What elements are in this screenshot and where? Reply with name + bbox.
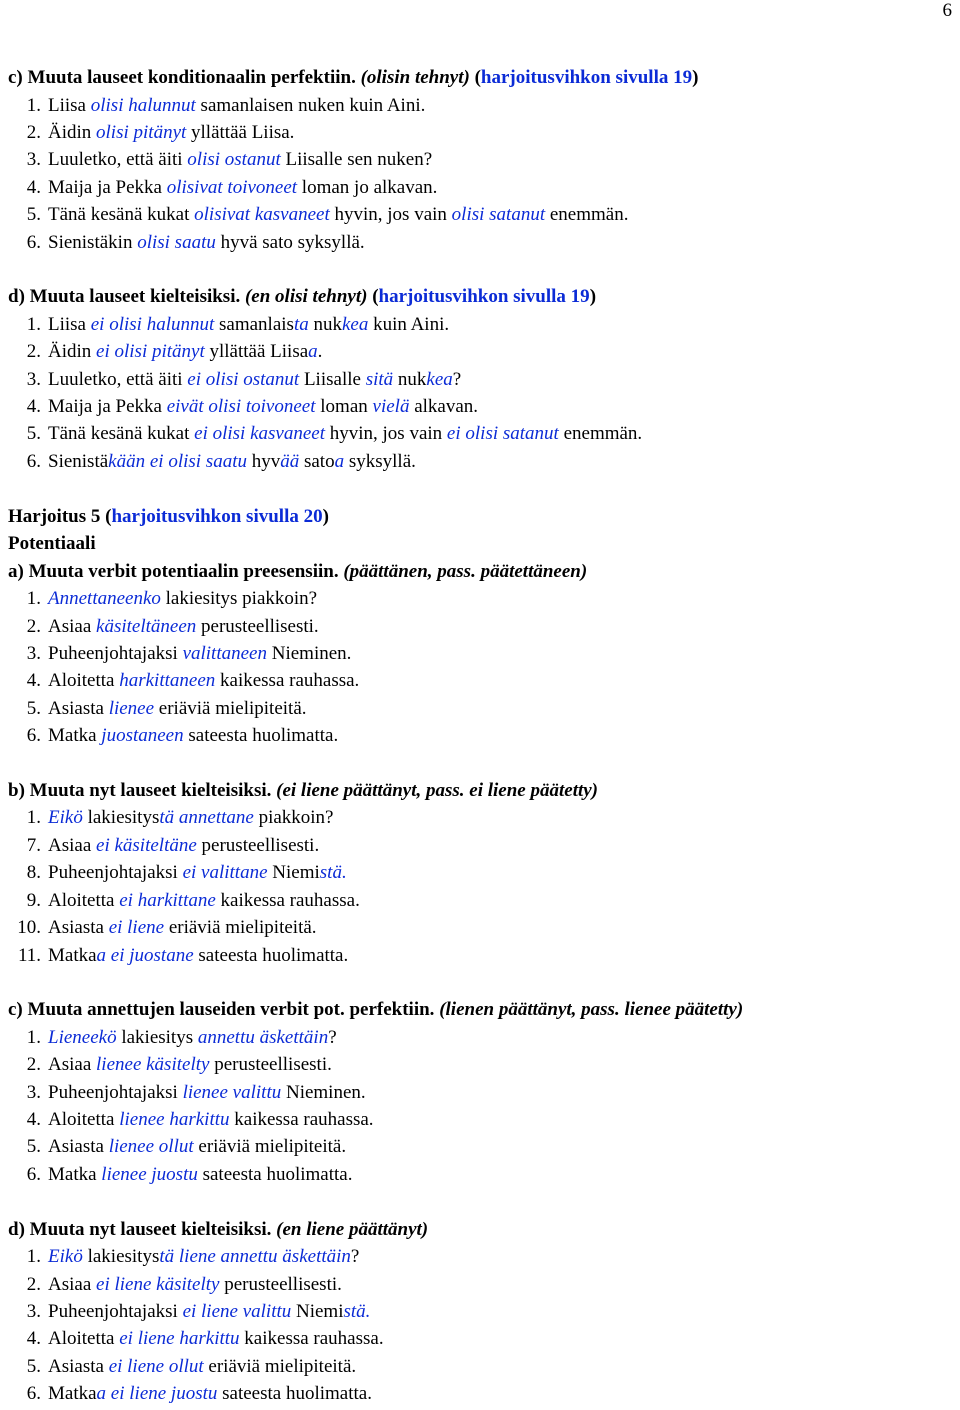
sentence-text: Tänä kesänä kukat	[48, 204, 195, 226]
sentence-text: Matka	[48, 944, 97, 966]
exercise-item	[8, 1298, 953, 1325]
item-number: 6.	[26, 450, 41, 472]
item-number: 3.	[26, 1081, 41, 1103]
exercise-item	[8, 448, 953, 475]
highlighted-form: olisivat toivoneet	[166, 176, 298, 198]
highlighted-form: vielä	[372, 396, 410, 418]
spacer	[8, 969, 953, 996]
sentence-text: Asiaa	[48, 1273, 97, 1295]
form-hint: (lienen päättänyt, pass.	[439, 999, 625, 1021]
heading-text: )	[589, 286, 597, 308]
sentence-text: Asiasta	[48, 1136, 109, 1158]
item-number: 2.	[26, 121, 41, 143]
heading-text: c) Muuta lauseet konditionaalin perfektiin.	[8, 67, 361, 88]
form-hint: (en olisi tehnyt)	[244, 286, 373, 308]
exercise-item	[8, 92, 953, 119]
sentence-text: perusteellisesti.	[209, 1054, 332, 1076]
item-sentence	[48, 122, 294, 143]
sentence-text: lakiesitys	[82, 807, 160, 829]
heading-text: Potentiaali	[8, 533, 96, 555]
item-sentence	[48, 1356, 356, 1377]
sentence-text: enemmän.	[545, 204, 629, 226]
sentence-text: kaikessa rauhassa.	[229, 1109, 374, 1131]
highlighted-form: ei olisi satanut	[446, 423, 559, 445]
heading-text: c) Muuta annettujen lauseiden verbit pot. perfektiin.	[8, 999, 440, 1021]
sentence-text: Nieminen.	[281, 1081, 366, 1103]
sentence-text: perusteellisesti.	[219, 1273, 342, 1295]
sentence-text: Sienistä	[48, 450, 109, 472]
sentence-text: lakiesitys piakkoin?	[160, 588, 318, 610]
highlighted-form: eivät olisi toivoneet	[166, 396, 316, 418]
sentence-text: Tänä kesänä kukat	[48, 423, 195, 445]
sentence-text: eriäviä mielipiteitä.	[203, 1355, 357, 1377]
highlighted-form: ei olisi ostanut	[187, 368, 300, 390]
exercise-item	[8, 667, 953, 694]
item-sentence	[48, 423, 642, 444]
item-sentence	[48, 616, 319, 637]
item-number: 6.	[26, 725, 41, 747]
sentence-text: Äidin	[48, 121, 97, 143]
highlighted-form: lienee käsitelty	[96, 1054, 210, 1076]
page-number: 6	[942, 0, 952, 21]
sentence-text: Aloitetta	[48, 1328, 120, 1350]
item-number: 3.	[26, 149, 41, 171]
sentence-text: sateesta huolimatta.	[197, 1163, 353, 1185]
item-sentence	[48, 177, 437, 198]
exercise-item	[8, 174, 953, 201]
exercise-item	[8, 119, 953, 146]
highlighted-form: juostaneen	[101, 725, 184, 747]
form-hint: (ei liene päättänyt, pass.	[276, 779, 470, 801]
highlighted-form: ei liene käsitelty	[96, 1273, 220, 1295]
sentence-text: Äidin	[48, 341, 97, 363]
highlighted-form: kään ei olisi saatu	[108, 450, 247, 472]
item-sentence	[48, 862, 347, 883]
sentence-text: Asiasta	[48, 1355, 109, 1377]
item-number: 9.	[26, 889, 41, 911]
exercise-item	[8, 1243, 953, 1270]
highlighted-form: lienee	[108, 697, 155, 719]
item-sentence	[48, 1109, 374, 1130]
highlighted-form: olisivat kasvaneet	[194, 204, 330, 226]
highlighted-form: lienee ollut	[108, 1136, 194, 1158]
highlighted-form: ta	[293, 313, 309, 335]
sentence-text: kaikessa rauhassa.	[239, 1328, 384, 1350]
highlighted-form: valittaneen	[182, 642, 267, 664]
highlighted-form: ei harkittane	[119, 889, 216, 911]
sentence-text: perusteellisesti.	[196, 615, 319, 637]
item-sentence	[48, 95, 425, 116]
sentence-text: Niemi	[267, 862, 320, 884]
highlighted-form: sitä	[365, 368, 394, 390]
item-number: 7.	[26, 834, 41, 856]
item-sentence	[48, 917, 317, 938]
item-sentence	[48, 1027, 337, 1048]
highlighted-form: lienee valittu	[182, 1081, 282, 1103]
spacer	[8, 750, 953, 777]
sentence-text: samanlaisen nuken kuin Aini.	[195, 94, 426, 116]
form-hint: päätettäneen)	[480, 560, 588, 582]
sentence-text: lakiesitys	[82, 1246, 160, 1268]
item-number: 2.	[26, 1273, 41, 1295]
item-sentence	[48, 204, 628, 225]
sentence-text: eriäviä mielipiteitä.	[164, 917, 317, 939]
highlighted-form: olisi pitänyt	[96, 121, 187, 143]
item-sentence	[48, 1328, 384, 1349]
exercise-item	[8, 1271, 953, 1298]
highlighted-form: a	[334, 450, 345, 472]
exercise-item	[8, 146, 953, 173]
item-number: 5.	[26, 204, 41, 226]
heading-text: )	[692, 67, 699, 88]
sentence-text: kaikessa rauhassa.	[215, 670, 360, 692]
highlighted-form: käsiteltäneen	[96, 615, 197, 637]
item-sentence	[48, 1136, 346, 1157]
spacer	[8, 256, 953, 283]
exercise-item	[8, 1079, 953, 1106]
sentence-text: Liisa	[48, 313, 91, 335]
heading-text: (	[372, 286, 379, 308]
sentence-text: Maija ja Pekka	[48, 396, 167, 418]
sentence-text: Matka	[48, 1163, 102, 1185]
highlighted-form: ää	[280, 450, 300, 472]
sentence-text: Asiasta	[48, 697, 109, 719]
exercise-item	[8, 832, 953, 859]
exercise-item	[8, 859, 953, 886]
workbook-reference: harjoitusvihkon sivulla 19	[378, 286, 590, 308]
item-number: 5.	[26, 423, 41, 445]
sentence-text: loman	[315, 396, 373, 418]
item-number: 2.	[26, 615, 41, 637]
exercise-item	[8, 1024, 953, 1051]
item-number: 1.	[26, 588, 41, 610]
highlighted-form: Eikö	[48, 807, 83, 829]
sentence-text: Maija ja Pekka	[48, 176, 167, 198]
heading-text: (	[474, 67, 481, 88]
sentence-text: syksyllä.	[344, 450, 416, 472]
item-number: 1.	[26, 94, 41, 116]
highlighted-form: olisi saatu	[137, 231, 216, 253]
item-number: 1.	[26, 1026, 41, 1048]
highlighted-form: ei olisi halunnut	[90, 313, 215, 335]
highlighted-form: annettu äskettäin	[197, 1026, 329, 1048]
item-number: 4.	[26, 176, 41, 198]
sentence-text: Liisalle sen nuken?	[280, 149, 433, 171]
item-number: 1.	[26, 807, 41, 829]
item-number: 3.	[26, 368, 41, 390]
sentence-text: Matka	[48, 1383, 97, 1405]
highlighted-form: tä annettane	[159, 807, 254, 829]
exercise-item	[8, 229, 953, 256]
exercise-item	[8, 1106, 953, 1133]
exercise-item	[8, 393, 953, 420]
heading-text: b) Muuta nyt lauseet kielteisiksi.	[8, 779, 277, 801]
exercise-item	[8, 1380, 953, 1407]
sentence-text: hyvä sato syksyllä.	[215, 231, 365, 253]
form-hint: (päättänen, pass.	[343, 560, 481, 582]
item-number: 2.	[26, 341, 41, 363]
highlighted-form: stä.	[343, 1300, 371, 1322]
exercise-item	[8, 311, 953, 338]
exercise-item	[8, 1353, 953, 1380]
form-hint: (olisin tehnyt)	[360, 67, 475, 88]
item-sentence	[48, 1383, 372, 1404]
sentence-text: Aloitetta	[48, 670, 120, 692]
sentence-text: ?	[350, 1246, 360, 1268]
exercise-item	[8, 942, 953, 969]
sentence-text: sateesta huolimatta.	[193, 944, 349, 966]
highlighted-form: Lieneekö	[48, 1026, 117, 1048]
item-sentence	[48, 725, 338, 746]
sentence-text: Sienistäkin	[48, 231, 138, 253]
item-sentence	[48, 643, 351, 664]
sentence-text: kaikessa rauhassa.	[215, 889, 360, 911]
form-hint: lienee päätetty)	[624, 999, 744, 1021]
item-number: 4.	[26, 670, 41, 692]
highlighted-form: ei liene harkittu	[119, 1328, 240, 1350]
sentence-text: lakiesitys	[116, 1026, 198, 1048]
sentence-text: sateesta huolimatta.	[217, 1383, 372, 1405]
item-sentence	[48, 232, 365, 253]
sentence-text: Puheenjohtajaksi	[48, 862, 183, 884]
highlighted-form: harkittaneen	[119, 670, 216, 692]
sentence-text: samanlais	[214, 313, 294, 335]
highlighted-form: tä liene annettu äskettäin	[159, 1246, 351, 1268]
item-number: 1.	[26, 1246, 41, 1268]
sentence-text: Luuletko, että äiti	[48, 368, 188, 390]
item-sentence	[48, 1164, 352, 1185]
exercise-item	[8, 887, 953, 914]
item-sentence	[48, 807, 334, 828]
highlighted-form: Eikö	[48, 1246, 83, 1268]
item-sentence	[48, 1082, 366, 1103]
form-hint: (en liene päättänyt)	[276, 1218, 429, 1240]
sentence-text: loman jo alkavan.	[297, 176, 438, 198]
heading-text: Harjoitus 5 (	[8, 505, 112, 527]
highlighted-form: lienee juostu	[101, 1163, 198, 1185]
exercise-heading	[8, 777, 953, 805]
item-sentence	[48, 698, 307, 719]
exercise-item	[8, 722, 953, 749]
heading-text: )	[322, 505, 329, 527]
exercise-item	[8, 914, 953, 941]
highlighted-form: kea	[341, 313, 369, 335]
exercise-heading	[8, 558, 953, 586]
exercise-item	[8, 1133, 953, 1160]
item-number: 5.	[26, 1355, 41, 1377]
item-sentence	[48, 314, 449, 335]
sentence-text: Asiaa	[48, 1054, 97, 1076]
exercise-item	[8, 1325, 953, 1352]
exercise-item	[8, 695, 953, 722]
item-number: 6.	[26, 1163, 41, 1185]
exercise-item	[8, 366, 953, 393]
highlighted-form: Annettaneenko	[48, 588, 161, 610]
item-number: 6.	[26, 1383, 41, 1405]
item-sentence	[48, 1054, 332, 1075]
sentence-text: Aloitetta	[48, 1109, 120, 1131]
highlighted-form: a ei liene juostu	[96, 1383, 218, 1405]
item-sentence	[48, 341, 322, 362]
sentence-text: eriäviä mielipiteitä.	[154, 697, 307, 719]
highlighted-form: stä.	[319, 862, 347, 884]
item-sentence	[48, 945, 348, 966]
item-number: 3.	[26, 1300, 41, 1322]
sentence-text: nuk	[393, 368, 427, 390]
item-sentence	[48, 588, 317, 609]
item-number: 8.	[26, 862, 41, 884]
sentence-text: Puheenjohtajaksi	[48, 1081, 183, 1103]
workbook-reference: harjoitusvihkon sivulla 19	[480, 67, 693, 88]
sentence-text: alkavan.	[409, 396, 479, 418]
heading-text: d) Muuta lauseet kielteisiksi.	[8, 286, 245, 308]
document-body	[8, 64, 953, 1408]
item-number: 6.	[26, 231, 41, 253]
item-number: 2.	[26, 1054, 41, 1076]
highlighted-form: ei olisi kasvaneet	[194, 423, 325, 445]
item-sentence	[48, 1274, 342, 1295]
highlighted-form: ei käsiteltäne	[96, 834, 197, 856]
sentence-text: hyvin, jos vain	[329, 204, 452, 226]
item-number: 5.	[26, 697, 41, 719]
exercise-heading	[8, 64, 953, 92]
sentence-text: Niemi	[291, 1300, 344, 1322]
highlighted-form: a	[308, 341, 318, 363]
sentence-text: Asiaa	[48, 834, 97, 856]
section-title	[8, 530, 953, 558]
sentence-text: sato	[299, 450, 335, 472]
item-number: 3.	[26, 642, 41, 664]
sentence-text: hyvin, jos vain	[325, 423, 447, 445]
item-number: 11.	[17, 944, 41, 966]
spacer	[8, 1188, 953, 1215]
highlighted-form: olisi satanut	[451, 204, 546, 226]
sentence-text: enemmän.	[558, 423, 643, 445]
item-number: 4.	[26, 1109, 41, 1131]
sentence-text: ?	[452, 368, 462, 390]
sentence-text: Liisalle	[299, 368, 366, 390]
sentence-text: Asiasta	[48, 917, 109, 939]
exercise-item	[8, 804, 953, 831]
item-sentence	[48, 670, 359, 691]
heading-text: d) Muuta nyt lauseet kielteisiksi.	[8, 1218, 277, 1240]
exercise-heading	[8, 283, 953, 311]
sentence-text: piakkoin?	[253, 807, 334, 829]
sentence-text: Luuletko, että äiti	[48, 149, 188, 171]
sentence-text: yllättää Liisa.	[186, 121, 295, 143]
item-sentence	[48, 451, 416, 472]
sentence-text: Puheenjohtajaksi	[48, 642, 183, 664]
highlighted-form: ei liene	[108, 917, 165, 939]
sentence-text: perusteellisesti.	[196, 834, 320, 856]
exercise-item	[8, 201, 953, 228]
form-hint: ei liene päätetty)	[469, 779, 599, 801]
highlighted-form: olisi ostanut	[187, 149, 281, 171]
workbook-reference: harjoitusvihkon sivulla 20	[111, 505, 323, 527]
sentence-text: ?	[328, 1026, 337, 1048]
exercise-item	[8, 640, 953, 667]
exercise-item	[8, 1161, 953, 1188]
sentence-text: hyv	[246, 450, 281, 472]
section-title	[8, 503, 953, 531]
exercise-item	[8, 420, 953, 447]
exercise-item	[8, 1051, 953, 1078]
item-sentence	[48, 396, 478, 417]
sentence-text: eriäviä mielipiteitä.	[193, 1136, 347, 1158]
item-number: 4.	[26, 1328, 41, 1350]
highlighted-form: a ei juostane	[96, 944, 194, 966]
exercise-item	[8, 613, 953, 640]
heading-text: a) Muuta verbit potentiaalin preesensiin.	[8, 560, 344, 582]
sentence-text: Asiaa	[48, 615, 97, 637]
item-number: 1.	[26, 313, 41, 335]
sentence-text: nuk	[308, 313, 342, 335]
highlighted-form: olisi halunnut	[90, 94, 196, 116]
sentence-text: Matka	[48, 725, 102, 747]
item-number: 5.	[26, 1136, 41, 1158]
item-sentence	[48, 890, 360, 911]
sentence-text: Puheenjohtajaksi	[48, 1300, 183, 1322]
sentence-text: Nieminen.	[266, 642, 352, 664]
exercise-item	[8, 585, 953, 612]
sentence-text: kuin Aini.	[368, 313, 450, 335]
sentence-text: yllättää Liisa	[204, 341, 309, 363]
sentence-text: .	[317, 341, 323, 363]
exercise-item	[8, 338, 953, 365]
highlighted-form: ei valittane	[182, 862, 268, 884]
item-sentence	[48, 835, 319, 856]
item-sentence	[48, 1246, 359, 1267]
exercise-heading	[8, 1216, 953, 1244]
item-sentence	[48, 369, 461, 390]
highlighted-form: ei liene ollut	[108, 1355, 204, 1377]
sentence-text: Liisa	[48, 94, 91, 116]
exercise-heading	[8, 996, 953, 1024]
highlighted-form: ei liene valittu	[182, 1300, 292, 1322]
sentence-text: sateesta huolimatta.	[183, 725, 339, 747]
item-number: 10.	[17, 917, 41, 939]
highlighted-form: ei olisi pitänyt	[96, 341, 205, 363]
highlighted-form: kea	[426, 368, 453, 390]
spacer	[8, 475, 953, 502]
item-sentence	[48, 149, 432, 170]
item-number: 4.	[26, 396, 41, 418]
sentence-text: Aloitetta	[48, 889, 120, 911]
item-sentence	[48, 1301, 370, 1322]
highlighted-form: lienee harkittu	[119, 1109, 230, 1131]
